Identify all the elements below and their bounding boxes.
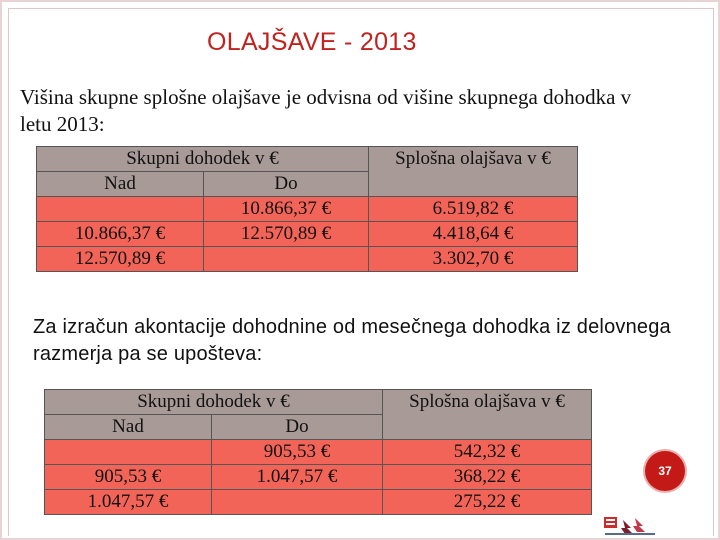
from-header: Nad [37, 172, 204, 197]
to-header: Do [212, 415, 383, 440]
monthly-intro-text: Za izračun akontacije dohodnine od mesečnega dohodka iz delovnega razmerja pa se upošteva: [33, 316, 671, 365]
income-header: Skupni dohodek v € [37, 147, 369, 172]
from-cell: 12.570,89 € [37, 247, 204, 272]
from-cell [45, 440, 212, 465]
to-cell: 12.570,89 € [204, 222, 369, 247]
to-cell: 905,53 € [212, 440, 383, 465]
table-header-row [37, 147, 578, 172]
table-row [45, 490, 592, 515]
relief-cell: 3.302,70 € [369, 247, 578, 272]
table-row [45, 465, 592, 490]
relief-header: Splošna olajšava v € [383, 390, 592, 440]
table-row [37, 247, 578, 272]
intro-text: Višina skupne splošne olajšave je odvisna od višine skupnega dohodka v letu 2013: [20, 85, 632, 136]
slide-title: OLAJŠAVE - 2013 [207, 28, 417, 56]
from-cell [37, 197, 204, 222]
from-header: Nad [45, 415, 212, 440]
relief-cell: 4.418,64 € [369, 222, 578, 247]
from-cell: 905,53 € [45, 465, 212, 490]
page-number-badge: 37 [645, 451, 685, 491]
relief-cell: 275,22 € [383, 490, 592, 515]
table-header-row [45, 390, 592, 415]
table-row [45, 440, 592, 465]
monthly-relief-table [44, 389, 592, 515]
annual-relief-table [36, 146, 578, 272]
to-cell: 1.047,57 € [212, 465, 383, 490]
relief-cell: 6.519,82 € [369, 197, 578, 222]
table-row [37, 222, 578, 247]
table-row [37, 197, 578, 222]
from-cell: 1.047,57 € [45, 490, 212, 515]
organization-logo-icon [603, 514, 671, 538]
to-cell [212, 490, 383, 515]
to-cell: 10.866,37 € [204, 197, 369, 222]
income-header: Skupni dohodek v € [45, 390, 383, 415]
to-cell [204, 247, 369, 272]
relief-cell: 542,32 € [383, 440, 592, 465]
from-cell: 10.866,37 € [37, 222, 204, 247]
to-header: Do [204, 172, 369, 197]
relief-cell: 368,22 € [383, 465, 592, 490]
relief-header: Splošna olajšava v € [369, 147, 578, 197]
